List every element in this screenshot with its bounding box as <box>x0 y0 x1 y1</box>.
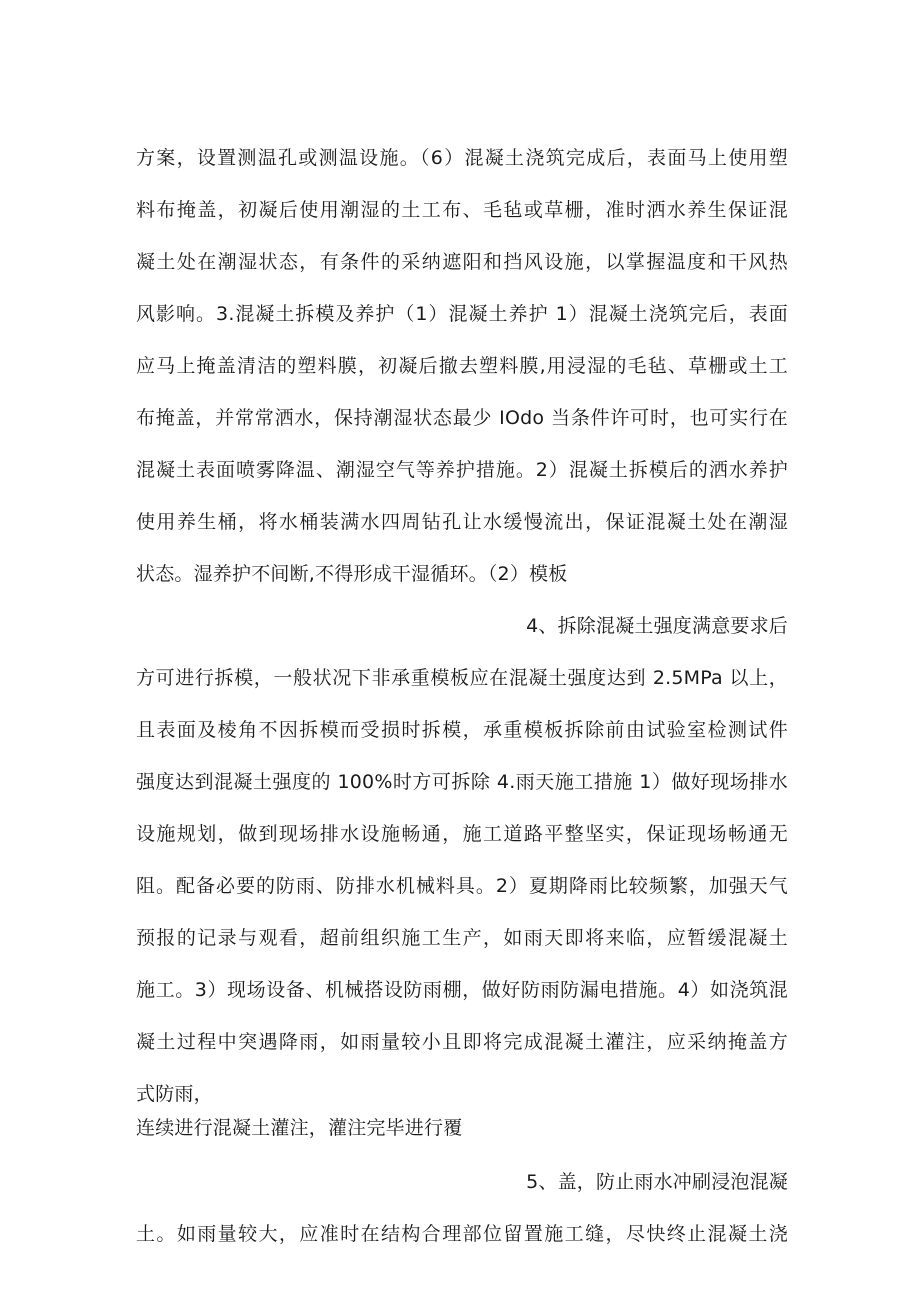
text-line: 凝土处在潮湿状态，有条件的采纳遮阳和挡风设施，以掌握温度和干风热 <box>136 251 788 273</box>
text-line: 布掩盖，并常常洒水，保持潮湿状态最少 IOdo 当条件许可时，也可实行在 <box>136 407 788 429</box>
text-line: 预报的记录与观看，超前组织施工生产，如雨天即将来临，应暂缓混凝土 <box>136 927 788 949</box>
text-line: 5、盖，防止雨水冲刷浸泡混凝 <box>526 1171 788 1193</box>
text-line: 强度达到混凝土强度的 100%时方可拆除 4.雨天施工措施 1）做好现场排水 <box>136 771 788 793</box>
text-line: 料布掩盖，初凝后使用潮湿的土工布、毛毡或草栅，准时洒水养生保证混 <box>136 199 788 221</box>
text-line: 连续进行混凝土灌注，灌注完毕进行覆 <box>136 1117 463 1139</box>
text-line: 阻。配备必要的防雨、防排水机械料具。2）夏期降雨比较频繁，加强天气 <box>136 875 788 897</box>
text-line: 状态。湿养护不间断,不得形成干湿循环。（2）模板 <box>136 563 568 585</box>
text-line: 方案，设置测温孔或测温设施。（6）混凝土浇筑完成后，表面马上使用塑 <box>136 147 788 169</box>
text-line: 土。如雨量较大，应准时在结构合理部位留置施工缝，尽快终止混凝土浇 <box>136 1223 788 1245</box>
text-line: 混凝土表面喷雾降温、潮湿空气等养护措施。2）混凝土拆模后的洒水养护 <box>136 459 788 481</box>
text-line: 且表面及棱角不因拆模而受损时拆模，承重模板拆除前由试验室检测试件 <box>136 719 788 741</box>
text-line: 施工。3）现场设备、机械搭设防雨棚，做好防雨防漏电措施。4）如浇筑混 <box>136 979 788 1001</box>
text-line: 风影响。3.混凝土拆模及养护（1）混凝土养护 1）混凝土浇筑完后，表面 <box>136 303 788 325</box>
text-line: 式防雨， <box>136 1083 213 1105</box>
text-line: 凝土过程中突遇降雨，如雨量较小且即将完成混凝土灌注，应采纳掩盖方 <box>136 1031 788 1053</box>
text-line: 应马上掩盖清洁的塑料膜，初凝后撤去塑料膜,用浸湿的毛毡、草栅或土工 <box>136 355 788 377</box>
text-line: 4、拆除混凝土强度满意要求后 <box>526 615 788 637</box>
text-line: 使用养生桶，将水桶装满水四周钻孔让水缓慢流出，保证混凝土处在潮湿 <box>136 511 788 533</box>
text-line: 方可进行拆模，一般状况下非承重模板应在混凝土强度达到 2.5MPa 以上， <box>136 667 788 689</box>
text-line: 设施规划，做到现场排水设施畅通，施工道路平整坚实，保证现场畅通无 <box>136 823 788 845</box>
